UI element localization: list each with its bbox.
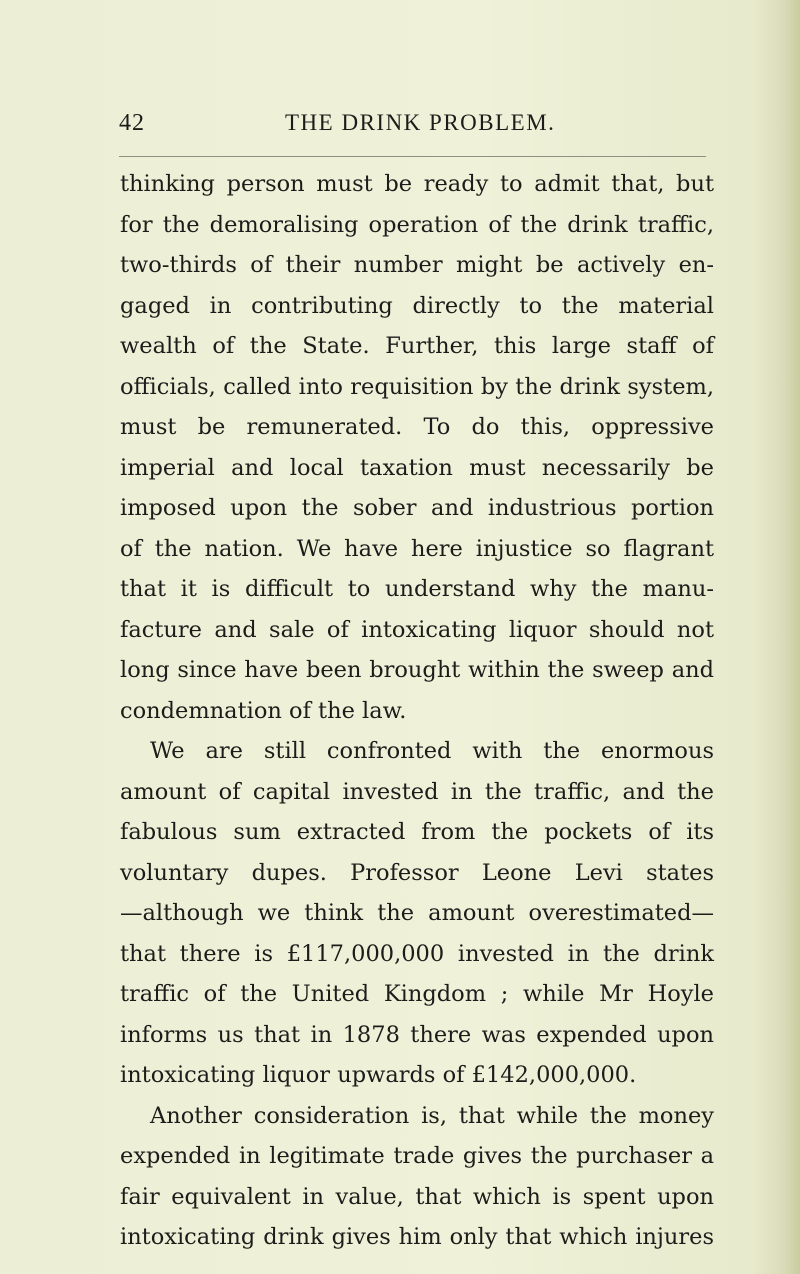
text-line: facture and sale of intoxicating liquor should not xyxy=(120,616,714,643)
text-line: of the nation. We have here injustice so flagrant xyxy=(120,535,714,562)
text-line: traffic of the United Kingdom ; while Mr Hoyle xyxy=(120,981,714,1007)
text-line: expended in legitimate trade gives the purchaser a xyxy=(120,1143,714,1169)
text-line: imperial and local taxation must necessarily be xyxy=(120,454,714,481)
text-line: fabulous sum extracted from the pockets of its xyxy=(120,819,714,845)
running-title: THE DRINK PROBLEM. xyxy=(285,110,556,135)
page-number: 42 xyxy=(119,110,145,136)
paragraph-start-line: We are still confronted with the enormous xyxy=(150,738,714,764)
page-header xyxy=(119,104,709,144)
text-line: fair equivalent in value, that which is spent upon xyxy=(120,1183,714,1210)
text-line: intoxicating drink gives him only that which injures xyxy=(120,1224,714,1250)
text-line: imposed upon the sober and industrious portion xyxy=(120,495,714,521)
text-line: wealth of the State. Further, this large staff of xyxy=(120,333,714,359)
text-line: gaged in contributing directly to the material xyxy=(120,292,714,319)
text-line: for the demoralising operation of the drink traffic, xyxy=(120,211,714,238)
body-text xyxy=(120,164,714,1258)
header-rule xyxy=(119,156,706,157)
text-line: officials, called into requisition by the drink system, xyxy=(120,373,714,400)
text-line: informs us that in 1878 there was expended upon xyxy=(120,1021,714,1048)
text-line: must be remunerated. To do this, oppressive xyxy=(120,414,714,440)
text-line: amount of capital invested in the traffic, and the xyxy=(120,778,714,805)
text-line: that there is £117,000,000 invested in the drink xyxy=(120,940,714,967)
text-line: voluntary dupes. Professor Leone Levi states xyxy=(120,859,714,886)
paragraph-end-line: intoxicating liquor upwards of £142,000,000. xyxy=(120,1062,637,1088)
text-line: long since have been brought within the sweep and xyxy=(120,657,714,683)
text-line: thinking person must be ready to admit that, but xyxy=(120,171,714,197)
text-line: that it is difficult to understand why the manu- xyxy=(120,576,714,602)
text-line: —although we think the amount overestimated— xyxy=(120,900,714,926)
paragraph-start-line: Another consideration is, that while the money xyxy=(150,1102,714,1129)
paragraph-end-line: condemnation of the law. xyxy=(120,697,407,724)
text-line: two-thirds of their number might be actively en- xyxy=(120,252,714,278)
